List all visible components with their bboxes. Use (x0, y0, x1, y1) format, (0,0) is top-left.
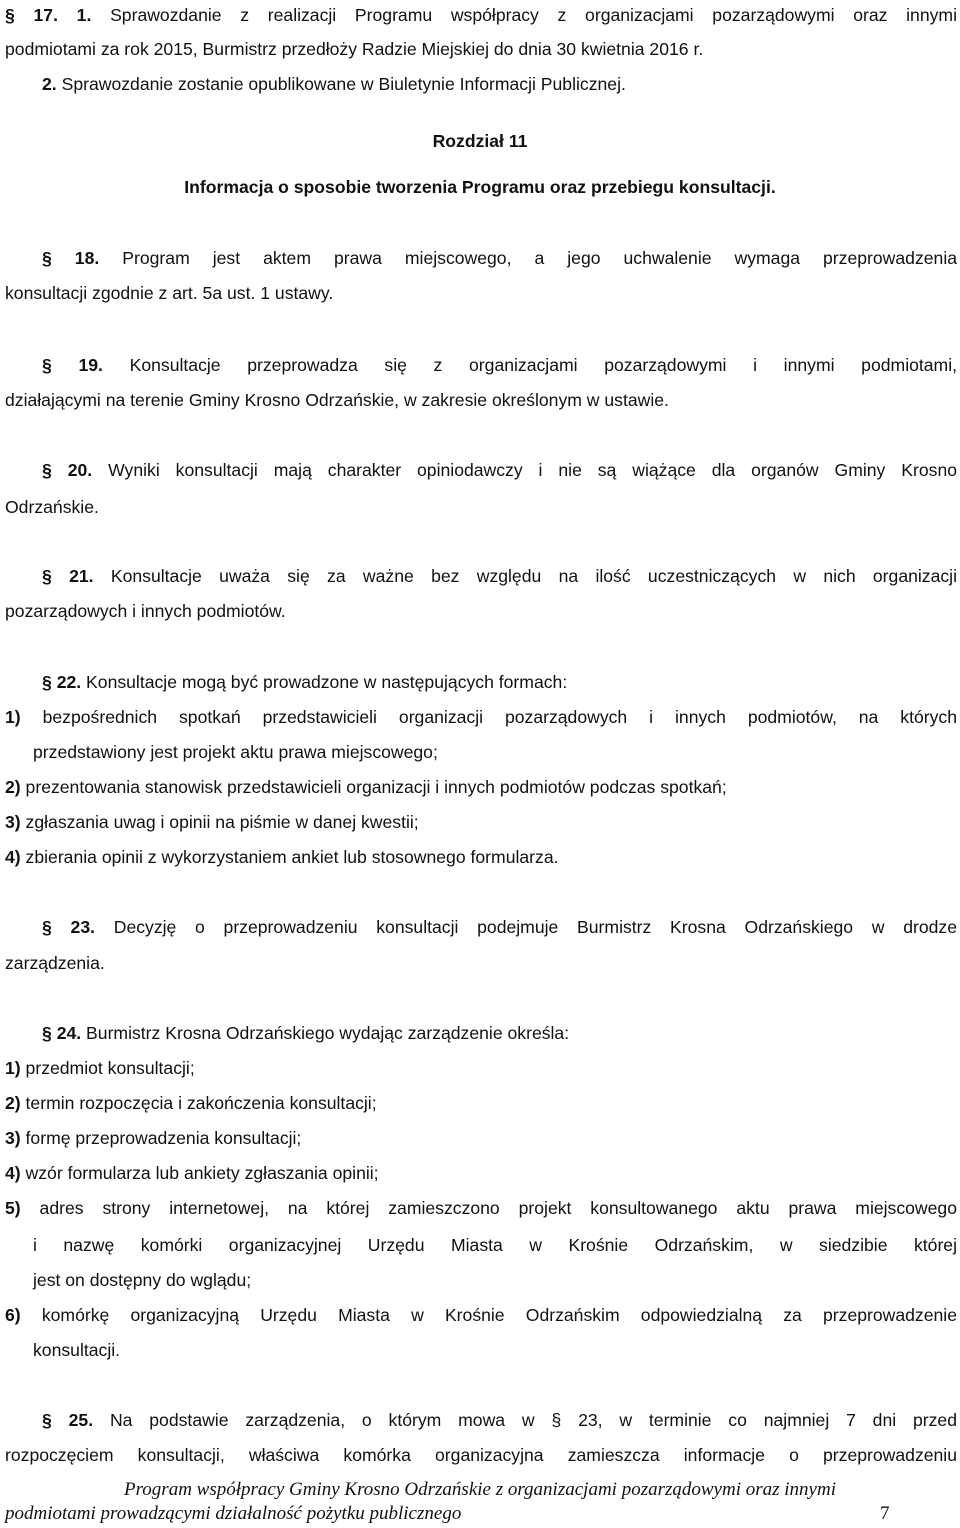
paragraph-23-line-2: zarządzenia. (5, 953, 105, 973)
list-item-text: komórkę organizacyjną Urzędu Miasta w Krośnie Odrzańskim odpowiedzialną za przeprowadzenie (41, 1305, 957, 1325)
item-1-number: 1. (76, 5, 92, 25)
paragraph-19-line-1 (42, 353, 957, 377)
section-sign: § (42, 917, 52, 937)
list-item-number: 4) (5, 1163, 21, 1183)
list-item-text: adres strony internetowej, na której zamieszczono projekt konsultowanego aktu prawa miejscowego (39, 1198, 957, 1218)
list-item-text: zbierania opinii z wykorzystaniem ankiet lub stosownego formularza. (25, 847, 559, 867)
section-sign: § (42, 355, 52, 375)
paragraph-18-number: 18. (74, 248, 100, 268)
paragraph-21-text: Konsultacje uważa się za ważne bez względu na ilość uczestniczących w nich organizacji (110, 566, 957, 586)
list-item-text: formę przeprowadzenia konsultacji; (25, 1128, 302, 1148)
paragraph-20-line-2: Odrzańskie. (5, 497, 99, 517)
page-number: 7 (880, 1503, 890, 1524)
paragraph-18-text: Program jest aktem prawa miejscowego, a jego uchwalenie wymaga przeprowadzenia (122, 248, 958, 268)
paragraph-24-intro (42, 1021, 957, 1045)
list-item-number: 1) (5, 1058, 21, 1078)
list-item (5, 705, 957, 729)
paragraph-20-number: 20. (67, 460, 93, 480)
list-item (5, 1161, 957, 1185)
paragraph-19-line-2: działającymi na terenie Gminy Krosno Odrzańskie, w zakresie określonym w ustawie. (5, 390, 669, 410)
paragraph-18-line-1 (42, 246, 957, 270)
list-item (5, 1303, 957, 1327)
section-sign: § (5, 5, 15, 25)
paragraph-23-number: 23. (70, 917, 95, 937)
list-item-text: prezentowania stanowisk przedstawicieli organizacji i innych podmiotów podczas spotkań; (25, 777, 727, 797)
item-1-text: Sprawozdanie z realizacji Programu współpracy z organizacjami pozarządowymi oraz innymi (110, 5, 957, 25)
paragraph-20-text: Wyniki konsultacji mają charakter opiniodawczy i nie są wiążące dla organów Gminy Krosno (108, 460, 958, 480)
list-item-text: przedmiot konsultacji; (25, 1058, 195, 1078)
list-item (5, 1196, 957, 1220)
section-sign: § (42, 672, 52, 692)
list-item-number: 1) (5, 707, 21, 727)
list-item (5, 810, 957, 834)
paragraph-23-line-1 (42, 915, 957, 939)
paragraph-22-number: 22. (56, 672, 82, 692)
list-item-text: termin rozpoczęcia i zakończenia konsultacji; (25, 1093, 377, 1113)
chapter-subtitle: Informacja o sposobie tworzenia Programu oraz przebiegu konsultacji. (184, 177, 776, 197)
section-sign: § (42, 566, 52, 586)
section-sign: § (42, 1023, 52, 1043)
paragraph-25-text: Na podstawie zarządzenia, o którym mowa w § 23, w terminie co najmniej 7 dni przed (109, 1410, 958, 1430)
paragraph-18-line-2: konsultacji zgodnie z art. 5a ust. 1 ustawy. (5, 283, 334, 303)
footer-line-2: podmiotami prowadzącymi działalność pożytku publicznego (5, 1503, 462, 1524)
paragraph-20-line-1 (42, 458, 957, 482)
list-item-number: 3) (5, 1128, 21, 1148)
item-2-number: 2. (42, 74, 57, 94)
list-item (5, 775, 957, 799)
paragraph-19-text: Konsultacje przeprowadza się z organizacjami pozarządowymi i innymi podmiotami, (129, 355, 958, 375)
paragraph-23-text: Decyzję o przeprowadzeniu konsultacji podejmuje Burmistrz Krosna Odrzańskiego w drodze (113, 917, 958, 937)
paragraph-22-text: Konsultacje mogą być prowadzone w następujących formach: (86, 672, 568, 692)
paragraph-25-number: 25. (68, 1410, 94, 1430)
paragraph-25-line-2: rozpoczęciem konsultacji, właściwa komórka organizacyjna zamieszcza informacje o przeprowadzeniu (5, 1445, 957, 1465)
list-item-number: 2) (5, 777, 21, 797)
list-item-text: wzór formularza lub ankiety zgłaszania opinii; (25, 1163, 379, 1183)
paragraph-17-number: 17. (33, 5, 58, 25)
list-item-text: zgłaszania uwag i opinii na piśmie w danej kwestii; (25, 812, 419, 832)
paragraph-21-number: 21. (69, 566, 94, 586)
footer-line-1: Program współpracy Gminy Krosno Odrzańskie z organizacjami pozarządowymi oraz innymi (124, 1479, 836, 1500)
list-item-continued: jest on dostępny do wglądu; (33, 1270, 252, 1290)
list-item-continued: przedstawiony jest projekt aktu prawa miejscowego; (33, 742, 438, 762)
section-sign: § (42, 1410, 52, 1430)
list-item (5, 1126, 957, 1150)
list-item-number: 6) (5, 1305, 21, 1325)
item-1-text-continued: podmiotami za rok 2015, Burmistrz przedłoży Radzie Miejskiej do dnia 30 kwietnia 2016 r. (5, 39, 704, 59)
paragraph-22-intro (42, 670, 957, 694)
list-item-continued: i nazwę komórki organizacyjnej Urzędu Miasta w Krośnie Odrzańskim, w siedzibie której (33, 1235, 957, 1255)
paragraph-17-item-2 (42, 72, 957, 96)
list-item-number: 2) (5, 1093, 21, 1113)
section-sign: § (42, 248, 52, 268)
chapter-title: Rozdział 11 (432, 131, 528, 151)
list-item-number: 3) (5, 812, 21, 832)
paragraph-17-line-1 (5, 3, 957, 27)
list-item (5, 845, 957, 869)
item-2-text: Sprawozdanie zostanie opublikowane w Biuletynie Informacji Publicznej. (61, 74, 626, 94)
list-item (5, 1091, 957, 1115)
list-item-number: 5) (5, 1198, 21, 1218)
paragraph-21-line-1 (42, 564, 957, 588)
paragraph-19-number: 19. (78, 355, 103, 375)
paragraph-21-line-2: pozarządowych i innych podmiotów. (5, 601, 286, 621)
section-sign: § (42, 460, 52, 480)
paragraph-24-number: 24. (56, 1023, 82, 1043)
list-item-continued: konsultacji. (33, 1340, 121, 1360)
list-item-text: bezpośrednich spotkań przedstawicieli organizacji pozarządowych i innych podmiotów, na których (42, 707, 958, 727)
paragraph-24-text: Burmistrz Krosna Odrzańskiego wydając zarządzenie określa: (86, 1023, 570, 1043)
paragraph-25-line-1 (42, 1408, 957, 1432)
list-item (5, 1056, 957, 1080)
list-item-number: 4) (5, 847, 21, 867)
